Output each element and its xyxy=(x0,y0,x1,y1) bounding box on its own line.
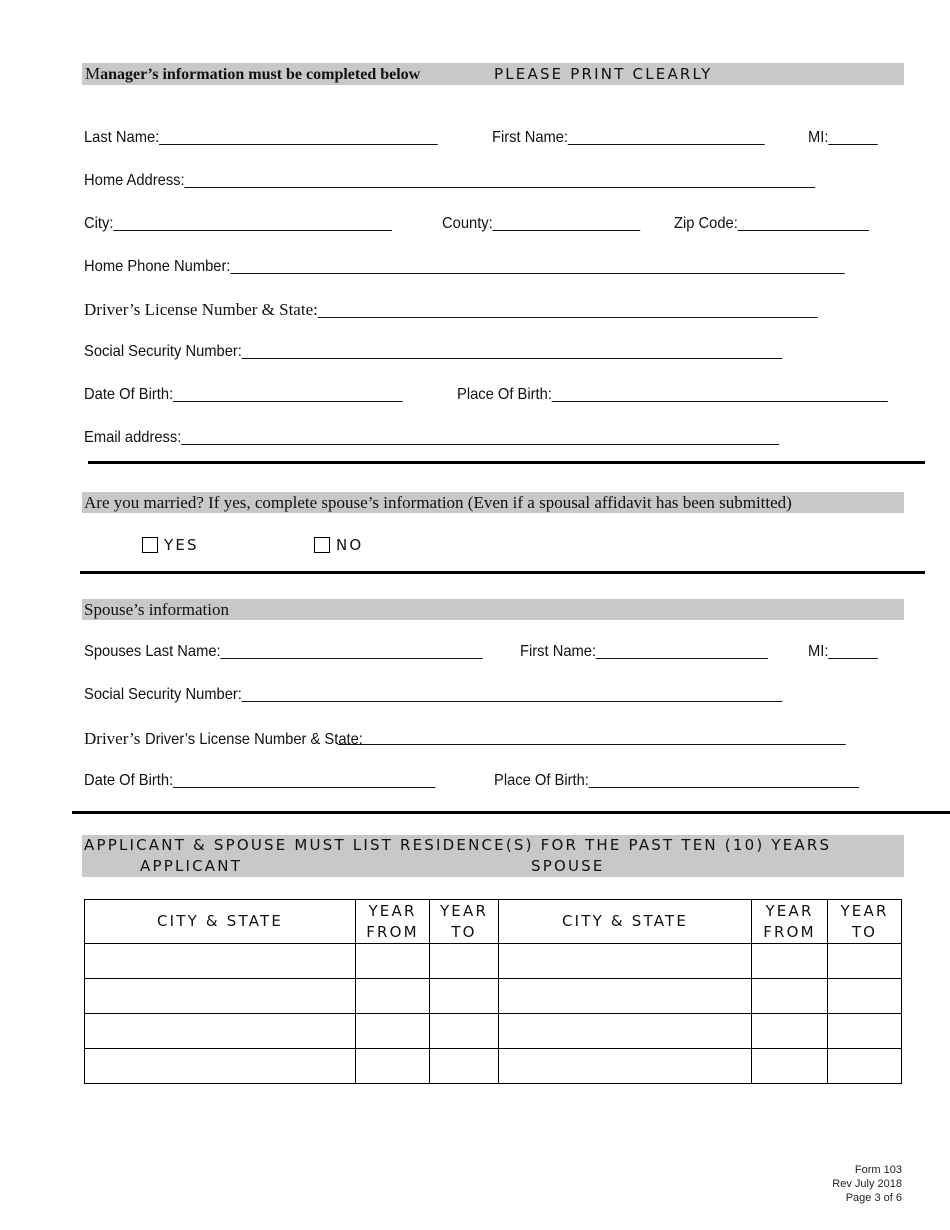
residence-table xyxy=(84,899,902,1084)
print-clearly-note: PLEASE PRINT CLEARLY xyxy=(494,65,713,83)
mi-field[interactable]: MI:______ xyxy=(808,129,878,146)
table-cell[interactable] xyxy=(356,944,430,979)
table-cell[interactable] xyxy=(356,1014,430,1049)
drivers-license-field[interactable] xyxy=(84,300,861,320)
table-cell[interactable] xyxy=(828,1014,902,1049)
first-name-field[interactable]: First Name:________________________ xyxy=(492,129,765,146)
table-cell[interactable] xyxy=(430,944,499,979)
spouse-last-name-field[interactable]: Spouses Last Name:________________________________ xyxy=(84,643,483,660)
table-cell[interactable] xyxy=(430,979,499,1014)
form-number: Form 103 xyxy=(854,1164,902,1176)
spouse-drivers-license-line[interactable]: ______________________________________________________________ xyxy=(338,729,846,746)
table-cell[interactable] xyxy=(752,944,828,979)
col-year-to-applicant xyxy=(430,900,499,944)
table-row xyxy=(85,1014,902,1049)
col-year-to-spouse xyxy=(828,900,902,944)
table-cell[interactable] xyxy=(499,1014,752,1049)
col-year-from-applicant xyxy=(356,900,430,944)
last-name-field[interactable]: Last Name:__________________________________ xyxy=(84,129,438,146)
section-divider-3 xyxy=(72,811,950,814)
col-year-to-applicant-line2: TO xyxy=(451,922,477,941)
residence-heading: APPLICANT & SPOUSE MUST LIST RESIDENCE(S) FOR THE PAST TEN (10) YEARS xyxy=(84,836,832,854)
spouse-place-of-birth-field[interactable]: Place Of Birth:_________________________________ xyxy=(494,772,860,789)
yes-checkbox[interactable] xyxy=(142,537,158,553)
city-field[interactable]: City:__________________________________ xyxy=(84,215,392,232)
table-cell[interactable] xyxy=(828,944,902,979)
col-year-to-spouse-line2: TO xyxy=(851,922,878,941)
spouse-drivers-license-field[interactable] xyxy=(84,729,381,749)
dob-field[interactable]: Date Of Birth:____________________________ xyxy=(84,386,403,403)
no-checkbox[interactable] xyxy=(314,537,330,553)
section-divider-2 xyxy=(80,571,925,574)
table-cell[interactable] xyxy=(430,1014,499,1049)
page-number: Page 3 of 6 xyxy=(845,1192,902,1204)
table-cell[interactable] xyxy=(499,944,752,979)
home-address-field[interactable]: Home Address:_____________________________________________________________________________ xyxy=(84,172,815,189)
table-cell[interactable] xyxy=(828,1049,902,1084)
table-cell[interactable] xyxy=(85,1049,356,1084)
spouse-label: SPOUSE xyxy=(531,857,605,875)
table-cell[interactable] xyxy=(499,979,752,1014)
table-cell[interactable] xyxy=(752,979,828,1014)
table-cell[interactable] xyxy=(85,979,356,1014)
col-year-from-spouse xyxy=(752,900,828,944)
col-year-from-applicant-line2: FROM xyxy=(366,922,419,941)
table-cell[interactable] xyxy=(752,1049,828,1084)
table-cell[interactable] xyxy=(85,944,356,979)
col-city-state-applicant: CITY & STATE xyxy=(85,900,356,944)
table-cell[interactable] xyxy=(752,1014,828,1049)
spouse-drivers-license-label: Driver’s License Number & State: xyxy=(144,731,363,748)
spouse-dob-field[interactable]: Date Of Birth:________________________________ xyxy=(84,772,436,789)
drivers-license-label: Driver’s License Number & State: xyxy=(84,300,318,319)
spouse-drivers-license-label-serif: Driver’s xyxy=(84,729,145,748)
col-year-from-spouse-line1: YEAR xyxy=(765,901,814,920)
spouse-first-name-field[interactable]: First Name:_____________________ xyxy=(520,643,768,660)
manager-heading-initial: M xyxy=(85,64,101,83)
revision-date: Rev July 2018 xyxy=(832,1178,902,1190)
col-year-to-applicant-line1: YEAR xyxy=(439,901,489,920)
page-footer xyxy=(832,1163,902,1205)
email-field[interactable]: Email address:_________________________________________________________________________ xyxy=(84,429,779,446)
drivers-license-line[interactable]: _____________________________________________________________ xyxy=(317,302,818,319)
ssn-field[interactable]: Social Security Number:__________________________________________________________________ xyxy=(84,343,783,360)
col-city-state-spouse: CITY & STATE xyxy=(499,900,752,944)
section-divider-1 xyxy=(88,461,925,464)
table-cell[interactable] xyxy=(499,1049,752,1084)
table-row xyxy=(85,1049,902,1084)
zip-code-field[interactable]: Zip Code:________________ xyxy=(674,215,869,232)
spouse-ssn-field[interactable]: Social Security Number:__________________________________________________________________ xyxy=(84,686,783,703)
married-question: Are you married? If yes, complete spouse’s information (Even if a spousal affidavit has been submitted) xyxy=(84,493,792,512)
home-phone-field[interactable]: Home Phone Number:___________________________________________________________________________ xyxy=(84,258,845,275)
table-row xyxy=(85,944,902,979)
table-cell[interactable] xyxy=(356,1049,430,1084)
yes-label: YES xyxy=(164,536,199,554)
no-label: NO xyxy=(336,536,364,554)
applicant-label: APPLICANT xyxy=(140,857,243,875)
table-cell[interactable] xyxy=(85,1014,356,1049)
table-row xyxy=(85,979,902,1014)
table-cell[interactable] xyxy=(430,1049,499,1084)
table-cell[interactable] xyxy=(356,979,430,1014)
col-year-from-applicant-line1: YEAR xyxy=(368,901,417,920)
place-of-birth-field[interactable]: Place Of Birth:_________________________________________ xyxy=(457,386,888,403)
spouse-mi-field[interactable]: MI:______ xyxy=(808,643,878,660)
col-year-from-spouse-line2: FROM xyxy=(763,922,816,941)
manager-heading-text: anager’s information must be completed below xyxy=(100,66,421,83)
col-year-to-spouse-line1: YEAR xyxy=(840,901,889,920)
residence-table-header xyxy=(85,900,902,944)
county-field[interactable]: County:__________________ xyxy=(442,215,641,232)
manager-heading xyxy=(85,64,420,84)
table-cell[interactable] xyxy=(828,979,902,1014)
spouse-heading: Spouse’s information xyxy=(84,600,229,619)
